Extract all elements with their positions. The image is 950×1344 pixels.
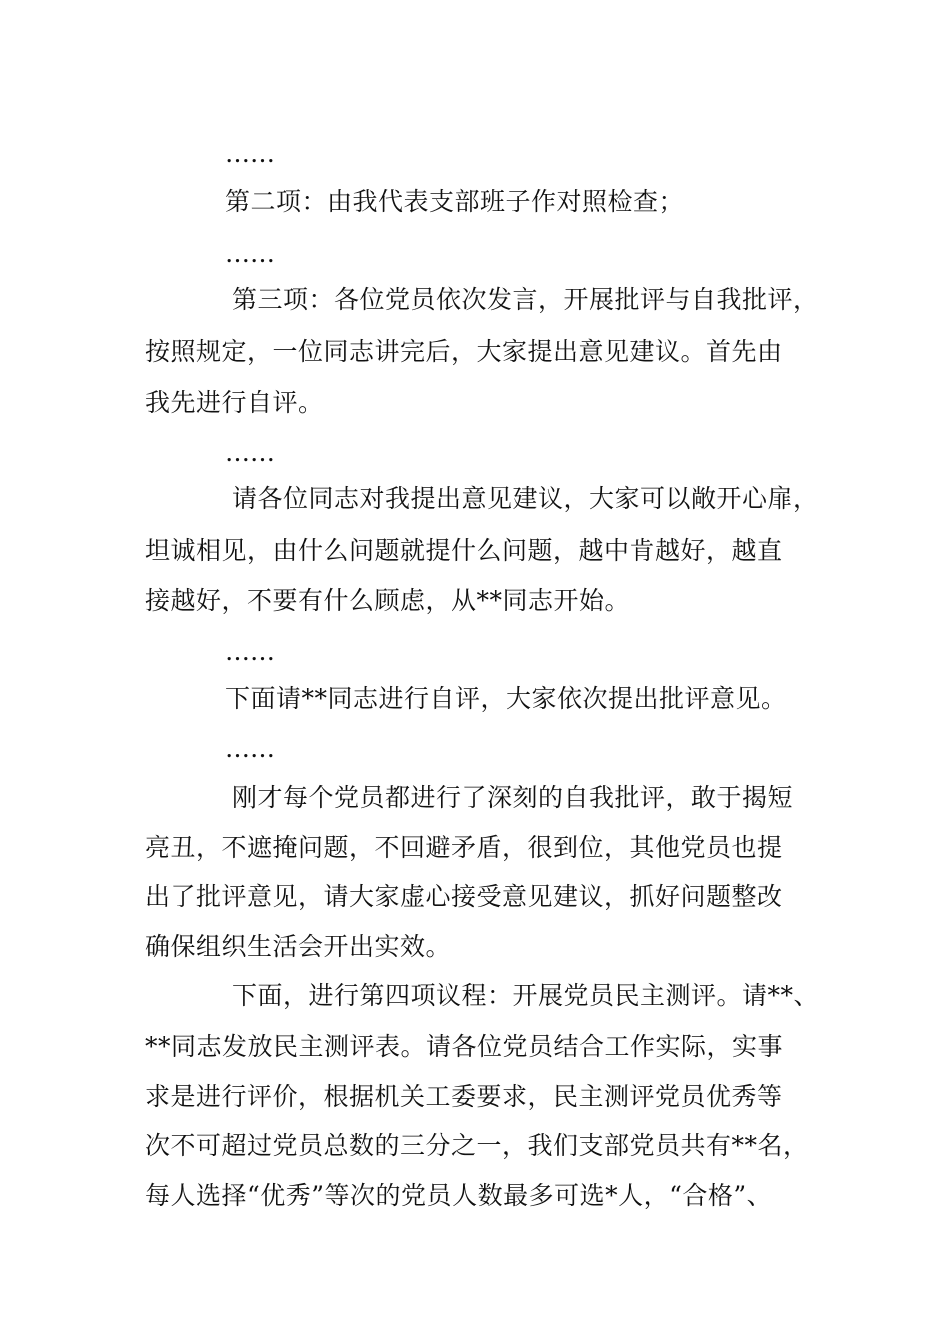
text-line: 我先进行自评。: [145, 388, 324, 417]
text-line: 刚才每个党员都进行了深刻的自我批评，敢于揭短: [232, 783, 794, 812]
text-line: 第二项：由我代表支部班子作对照检查；: [225, 187, 685, 216]
ellipsis-line: ……: [225, 637, 275, 666]
ellipsis-line: ……: [225, 734, 275, 763]
text-line: **同志发放民主测评表。请各位党员结合工作实际，实事: [145, 1032, 784, 1061]
ellipsis-line: ……: [225, 438, 275, 467]
text-line: 下面请**同志进行自评，大家依次提出批评意见。: [225, 684, 787, 713]
text-line: 坦诚相见，由什么问题就提什么问题，越中肯越好，越直: [145, 536, 783, 565]
ellipsis-line: ……: [225, 239, 275, 268]
text-line: 第三项：各位党员依次发言，开展批评与自我批评，: [232, 285, 819, 314]
text-line: 每人选择“优秀”等次的党员人数最多可选*人，“合格”、: [145, 1181, 773, 1210]
ellipsis-line: ……: [225, 139, 275, 168]
text-line: 请各位同志对我提出意见建议，大家可以敞开心扉，: [232, 484, 819, 513]
text-line: 求是进行评价，根据机关工委要求，民主测评党员优秀等: [145, 1082, 783, 1111]
text-line: 亮丑，不遮掩问题，不回避矛盾，很到位，其他党员也提: [145, 833, 783, 862]
text-line: 接越好，不要有什么顾虑，从**同志开始。: [145, 586, 631, 615]
text-line: 按照规定，一位同志讲完后，大家提出意见建议。首先由: [145, 337, 783, 366]
text-line: 下面，进行第四项议程：开展党员民主测评。请**、: [232, 981, 820, 1010]
text-line: 次不可超过党员总数的三分之一，我们支部党员共有**名，: [145, 1131, 809, 1160]
text-line: 确保组织生活会开出实效。: [145, 932, 452, 961]
text-line: 出了批评意见，请大家虚心接受意见建议，抓好问题整改: [145, 882, 783, 911]
